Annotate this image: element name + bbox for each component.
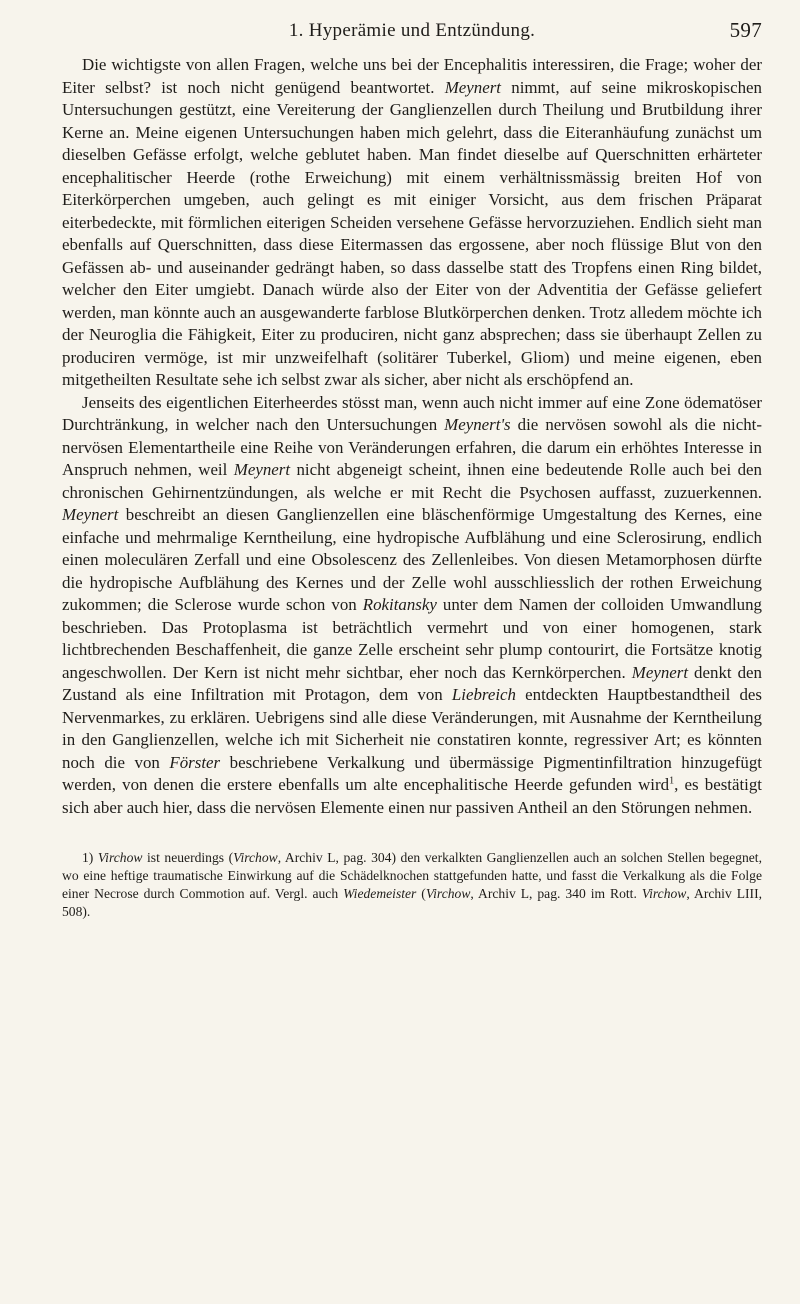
footnote (62, 849, 762, 921)
text-run: unter dem Namen der colloiden Umwandlung beschrieben. Das Protoplasma ist beträchtlich vermehrt und von einer homogenen, stark lichtbrechenden Beschaffenheit, die ganze Zelle erscheint sehr plump contourirt, die Fortsätze knotig angeschwollen. Der Kern ist nicht mehr sichtbar, eher noch das Kernkörperchen. (62, 595, 762, 682)
text-run: 1) (82, 850, 98, 865)
italic-name: Meynert (62, 505, 119, 524)
footnote-marker: 1 (669, 775, 675, 787)
text-run: , Archiv L, pag. 304) den verkalkten Ganglienzellen auch an solchen Stellen begegnet, wo eine heftige traumatische Einwirkung auf die Schädelknochen stattgefunden hatte, und fasst die Verkalkung als die Folge einer Necrose durch Commotion auf. Vergl. auch (62, 850, 762, 901)
italic-name: Förster (169, 752, 221, 772)
text-run: entdeckten Hauptbestandtheil des Nervenmarkes, zu erklären. Uebrigens sind alle diese Veränderungen, mit Ausnahme der Kerntheilung in den Ganglienzellen, welche ich mit Sicherheit nie constatiren konnte, regressiver Art; es könnten noch die von (62, 685, 762, 772)
text-run: , Archiv LIII, 508). (62, 886, 762, 919)
italic-name: Liebreich (451, 685, 516, 704)
italic-name: Virchow (97, 850, 143, 865)
footnotes (62, 849, 762, 921)
italic-name: Wiedemeister (343, 886, 417, 901)
running-title: 1. Hyperämie und Entzündung. (288, 20, 536, 41)
text-run: ( (416, 886, 426, 901)
italic-name: Meynert's (444, 415, 511, 434)
text-run: , es bestätigt sich aber auch hier, dass die nervösen Elemente einen nur passiven Antheil an den Störungen nehmen. (62, 775, 762, 817)
text-run: ist neuerdings ( (142, 850, 234, 865)
text-run: nicht abgeneigt scheint, ihnen eine bedeutende Rolle auch bei den chronischen Gehirnentzündungen, als welche er mit Recht die Psychosen auffasst, zuzuerkennen. (62, 460, 762, 502)
italic-name: Meynert (444, 77, 501, 97)
italic-name: Virchow (425, 886, 471, 901)
book-page (62, 14, 762, 921)
body-text (62, 54, 762, 819)
text-run: denkt den Zustand als eine Infiltration mit Protagon, dem von (62, 662, 762, 704)
italic-name: Virchow (641, 886, 687, 901)
italic-name: Meynert (631, 662, 689, 682)
text-run: Jenseits des eigentlichen Eiterheerdes stösst man, wenn auch nicht immer auf eine Zone ödematöser Durchtränkung, in welcher nach den Untersuchungen (62, 392, 762, 434)
running-head (62, 14, 762, 54)
italic-name: Virchow (233, 850, 278, 865)
text-run: nimmt, auf seine mikroskopischen Untersuchungen gestützt, eine Vereiterung der Ganglienzellen durch Theilung und Brutbildung ihrer Kerne an. Meine eigenen Untersuchungen haben mich gelehrt, dass die Eiteranhäufung zunächst um dieselben Gefässe erfolgt, welche geblutet haben. Man findet dieselbe auf Querschnitten erhärteter encephalitischer Heerde (rothe Erweichung) mit einem verhältnissmässig breiten Hof von Eiterkörperchen umgeben, auch gelingt es mit einiger Vorsicht, aus dem frischen Präparat eiterbedeckte, mit förmlichen eiterigen Scheiden versehene Gefässe hervorzuziehen. Endlich sieht man ebenfalls auf Querschnitten, dass diese Eitermassen das ergossene, aber noch flüssige Blut von den Gefässen ab- und auseinander gedrängt haben, so dass dasselbe statt des Tropfens einen Ring bildet, welcher den Eiter umgiebt. Danach würde also der Eiter von der Adventitia der Gefässe geliefert werden, man könnte auch an ausgewanderte farblose Blutkörperchen denken. Trotz alledem möchte ich der Neuroglia die Fähigkeit, Eiter zu produciren, nicht ganz absprechen; dass sie überhaupt Zellen zu produciren vermöge, ist mir unzweifelhaft (solitärer Tuberkel, Gliom) und meine eigenen, eben mitgetheilten Resultate sehe ich selbst zwar als sicher, aber nicht als erschöpfend an. (62, 77, 762, 389)
text-run: , Archiv L, pag. 340 im Rott. (470, 886, 642, 901)
text-run: Die wichtigste von allen Fragen, welche uns bei der Encephalitis interessiren, die Frage; woher der Eiter selbst? ist noch nicht genügend beantwortet. (62, 55, 762, 97)
italic-name: Meynert (233, 460, 291, 479)
italic-name: Rokitansky (362, 595, 437, 614)
text-run: beschriebene Verkalkung und übermässige Pigmentinfiltration hinzugefügt werden, von denen die erstere ebenfalls um alte encephalitische Heerde gefunden wird (62, 752, 762, 794)
page-number: 597 (729, 18, 762, 42)
text-run: beschreibt an diesen Ganglienzellen eine bläschenförmige Umgestaltung des Kernes, eine einfache und mehrmalige Kerntheilung, eine hydropische Aufblähung und eine Sclerosirung, endlich einen moleculären Zerfall und eine Obsolescenz des Zellenleibes. Von diesen Metamorphosen dürfte die hydropische Aufblähung des Kernes und der Zelle wohl ausschliesslich der rothen Erweichung zukommen; die Sclerose wurde schon von (62, 505, 762, 614)
paragraph (62, 392, 762, 820)
text-run: die nervösen sowohl als die nicht-nervösen Elementartheile eine Reihe von Veränderungen erfahren, die darum ein erhöhtes Interesse in Anspruch nehmen, weil (62, 415, 762, 479)
paragraph (62, 54, 762, 392)
